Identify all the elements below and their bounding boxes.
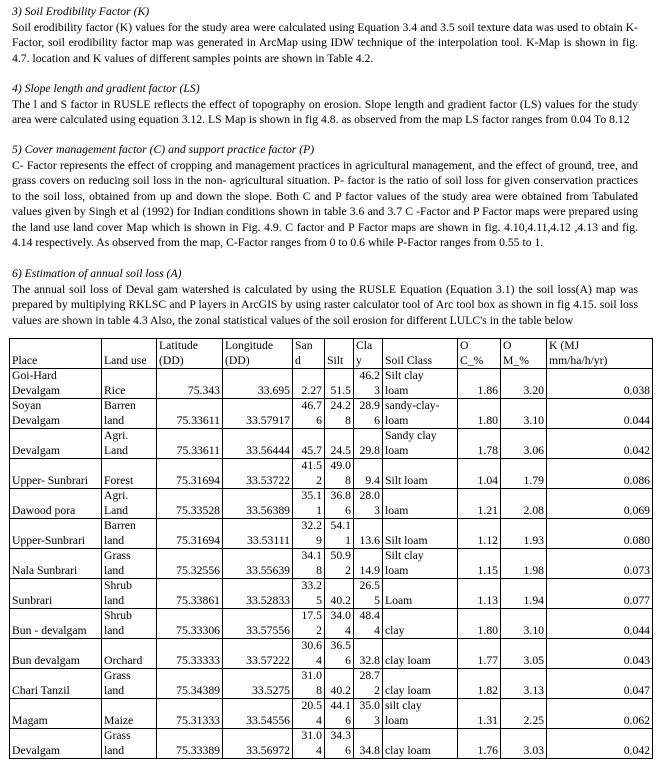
- cell-oc: 1.12: [458, 519, 501, 549]
- cell-k-value: 0.080: [547, 519, 653, 549]
- cell-latitude: 75.343: [157, 369, 223, 399]
- cell-place: Bun devalgam: [10, 639, 102, 669]
- cell-place: Upper- Sunbrari: [10, 459, 102, 489]
- soil-sample-table: [9, 338, 653, 759]
- cell-longitude: 33.53722: [223, 459, 293, 489]
- cell-latitude: 75.31333: [157, 699, 223, 729]
- cell-longitude: 33.56389: [223, 489, 293, 519]
- cell-sand: 45.7: [293, 429, 325, 459]
- cell-om: 1.94: [501, 579, 547, 609]
- cell-silt: 24.5: [325, 429, 354, 459]
- cell-sand: 20.5 4: [293, 699, 325, 729]
- cell-soil-class: Silt loam: [383, 459, 458, 489]
- cell-k-value: 0.043: [547, 639, 653, 669]
- cell-longitude: 33.695: [223, 369, 293, 399]
- cell-k-value: 0.069: [547, 489, 653, 519]
- cell-silt: 51.5: [325, 369, 354, 399]
- section-heading: 6) Estimation of annual soil loss (A): [12, 267, 182, 280]
- cell-clay: 28.0 3: [354, 489, 383, 519]
- cell-latitude: 75.33611: [157, 429, 223, 459]
- cell-land-use: Grass land: [102, 669, 157, 699]
- table-body: [10, 369, 653, 759]
- cell-sand: 32.2 9: [293, 519, 325, 549]
- section-annual-soil-loss: [12, 266, 638, 328]
- cell-longitude: 33.52833: [223, 579, 293, 609]
- cell-k-value: 0.047: [547, 669, 653, 699]
- cell-place: Devalgam: [10, 729, 102, 759]
- cell-clay: 28.7 2: [354, 669, 383, 699]
- cell-sand: 31.0 4: [293, 729, 325, 759]
- cell-oc: 1.21: [458, 489, 501, 519]
- cell-longitude: 33.54556: [223, 699, 293, 729]
- cell-om: 1.93: [501, 519, 547, 549]
- table-row: [10, 399, 653, 429]
- header-land-use: Land use: [102, 339, 157, 369]
- cell-k-value: 0.073: [547, 549, 653, 579]
- cell-k-value: 0.042: [547, 729, 653, 759]
- table-row: [10, 519, 653, 549]
- cell-silt: 24.2 8: [325, 399, 354, 429]
- table-row: [10, 729, 653, 759]
- cell-oc: 1.80: [458, 399, 501, 429]
- table-row: [10, 579, 653, 609]
- cell-om: 3.20: [501, 369, 547, 399]
- cell-silt: 36.5 6: [325, 639, 354, 669]
- header-om: O M_%: [501, 339, 547, 369]
- header-clay: Cla y: [354, 339, 383, 369]
- cell-longitude: 33.57222: [223, 639, 293, 669]
- cell-soil-class: clay loam: [383, 669, 458, 699]
- cell-k-value: 0.062: [547, 699, 653, 729]
- cell-latitude: 75.33389: [157, 729, 223, 759]
- cell-sand: 2.27: [293, 369, 325, 399]
- cell-latitude: 75.33861: [157, 579, 223, 609]
- cell-silt: 40.2: [325, 669, 354, 699]
- cell-soil-class: Silt clay loam: [383, 369, 458, 399]
- cell-silt: 44.1 6: [325, 699, 354, 729]
- cell-longitude: 33.57917: [223, 399, 293, 429]
- cell-clay: 14.9: [354, 549, 383, 579]
- table-row: [10, 609, 653, 639]
- section-cover-management: [12, 142, 638, 251]
- cell-land-use: Agri. Land: [102, 489, 157, 519]
- cell-place: Nala Sunbrari: [10, 549, 102, 579]
- cell-silt: 50.9 2: [325, 549, 354, 579]
- cell-latitude: 75.31694: [157, 459, 223, 489]
- cell-silt: 54.1 1: [325, 519, 354, 549]
- table-row: [10, 489, 653, 519]
- cell-land-use: Maize: [102, 699, 157, 729]
- cell-sand: 33.2 5: [293, 579, 325, 609]
- table-row: [10, 459, 653, 489]
- cell-silt: 49.0 8: [325, 459, 354, 489]
- section-slope-length: [12, 81, 638, 128]
- cell-soil-class: silt clay loam: [383, 699, 458, 729]
- cell-clay: 34.8: [354, 729, 383, 759]
- cell-oc: 1.77: [458, 639, 501, 669]
- cell-oc: 1.15: [458, 549, 501, 579]
- cell-land-use: Shrub land: [102, 609, 157, 639]
- cell-clay: 29.8: [354, 429, 383, 459]
- cell-sand: 34.1 8: [293, 549, 325, 579]
- cell-k-value: 0.086: [547, 459, 653, 489]
- cell-longitude: 33.53111: [223, 519, 293, 549]
- cell-oc: 1.13: [458, 579, 501, 609]
- cell-om: 3.06: [501, 429, 547, 459]
- table-row: [10, 639, 653, 669]
- table-header-row: [10, 339, 653, 369]
- section-paragraph: Soil erodibility factor (K) values for the study area were calculated using Equation 3.4 and 3.5 soil texture data was used to obtain K-Factor, soil erodibility factor map was generated in ArcMap using IDW technique of the interpolation tool. K-Map is shown in fig. 4.7. location and K values of different samples points are shown in Table 4.2.: [12, 20, 638, 65]
- cell-longitude: 33.55639: [223, 549, 293, 579]
- cell-k-value: 0.044: [547, 609, 653, 639]
- cell-sand: 41.5 2: [293, 459, 325, 489]
- header-latitude: Latitude (DD): [157, 339, 223, 369]
- header-longitude: Longitude (DD): [223, 339, 293, 369]
- cell-place: Bun - devalgam: [10, 609, 102, 639]
- cell-sand: 30.6 4: [293, 639, 325, 669]
- cell-soil-class: Loam: [383, 579, 458, 609]
- section-paragraph: The l and S factor in RUSLE reflects the effect of topography on erosion. Slope length and gradient factor (LS) values for the study area were calculated using equation 3.12. LS Map is shown in fig 4.8. as observed from the map LS factor ranges from 0.04 To 8.12: [12, 97, 638, 126]
- cell-silt: 34.0 4: [325, 609, 354, 639]
- table-row: [10, 369, 653, 399]
- cell-k-value: 0.038: [547, 369, 653, 399]
- cell-place: Chari Tanzil: [10, 669, 102, 699]
- cell-latitude: 75.32556: [157, 549, 223, 579]
- cell-soil-class: clay: [383, 609, 458, 639]
- cell-om: 3.10: [501, 609, 547, 639]
- cell-latitude: 75.33528: [157, 489, 223, 519]
- cell-soil-class: loam: [383, 489, 458, 519]
- cell-clay: 28.9 6: [354, 399, 383, 429]
- cell-clay: 13.6: [354, 519, 383, 549]
- cell-clay: 26.5 5: [354, 579, 383, 609]
- cell-om: 3.13: [501, 669, 547, 699]
- table-row: [10, 429, 653, 459]
- cell-oc: 1.80: [458, 609, 501, 639]
- cell-om: 3.10: [501, 399, 547, 429]
- cell-om: 3.03: [501, 729, 547, 759]
- cell-longitude: 33.57556: [223, 609, 293, 639]
- cell-land-use: Forest: [102, 459, 157, 489]
- cell-land-use: Shrub land: [102, 579, 157, 609]
- cell-om: 2.08: [501, 489, 547, 519]
- cell-longitude: 33.56972: [223, 729, 293, 759]
- cell-sand: 46.7 6: [293, 399, 325, 429]
- header-k-value: K (MJ mm/ha/h/yr): [547, 339, 653, 369]
- cell-land-use: Rice: [102, 369, 157, 399]
- cell-sand: 35.1 1: [293, 489, 325, 519]
- cell-silt: 34.3 6: [325, 729, 354, 759]
- cell-soil-class: Silt loam: [383, 519, 458, 549]
- cell-oc: 1.04: [458, 459, 501, 489]
- cell-longitude: 33.5275: [223, 669, 293, 699]
- cell-clay: 46.2 3: [354, 369, 383, 399]
- cell-clay: 48.4 4: [354, 609, 383, 639]
- cell-clay: 9.4: [354, 459, 383, 489]
- table-row: [10, 669, 653, 699]
- cell-latitude: 75.33611: [157, 399, 223, 429]
- cell-oc: 1.82: [458, 669, 501, 699]
- cell-latitude: 75.34389: [157, 669, 223, 699]
- cell-soil-class: Sandy clay loam: [383, 429, 458, 459]
- cell-k-value: 0.044: [547, 399, 653, 429]
- cell-oc: 1.86: [458, 369, 501, 399]
- cell-place: Dawood pora: [10, 489, 102, 519]
- cell-soil-class: Silt clay loam: [383, 549, 458, 579]
- cell-soil-class: clay loam: [383, 729, 458, 759]
- header-place: Place: [10, 339, 102, 369]
- header-soil-class: Soil Class: [383, 339, 458, 369]
- cell-soil-class: clay loam: [383, 639, 458, 669]
- section-heading: 5) Cover management factor (C) and support practice factor (P): [12, 143, 315, 156]
- cell-k-value: 0.077: [547, 579, 653, 609]
- table-row: [10, 699, 653, 729]
- section-paragraph: The annual soil loss of Deval gam watershed is calculated by using the RUSLE Equation (Equation 3.1) the soil loss(A) map was prepared by multiplying RKLSC and P layers in ArcGIS by using raster calculator tool of Arc tool box as shown in fig 4.15. soil loss values are shown in table 4.3 Also, the zonal statistical values of the soil erosion for different LULC's in the table below: [12, 282, 638, 327]
- cell-silt: 36.8 6: [325, 489, 354, 519]
- cell-latitude: 75.31694: [157, 519, 223, 549]
- cell-land-use: Grass land: [102, 549, 157, 579]
- header-oc: O C_%: [458, 339, 501, 369]
- cell-land-use: Orchard: [102, 639, 157, 669]
- cell-land-use: Agri. Land: [102, 429, 157, 459]
- section-paragraph: C- Factor represents the effect of cropping and management practices in agricultural management, and the effect of ground, tree, and grass covers on reducing soil loss in the non- agricultural situation. P- factor is the ratio of soil loss for given conservation practices to the soil loss, obtained from up and down the slope. Both C and P factor values of the study area were obtained from Tabulated values given by Singh et al (1992) for Indian conditions shown in table 3.6 and 3.7 C -Factor and P Factor maps were prepared using the land use land cover Map which is shown in Fig. 4.9. C factor and P Factor maps are shown in fig. 4.10,4.11,4.12 ,4.13 and fig. 4.14 respectively. As observed from the map, C-Factor ranges from 0 to 0.6 while P-Factor ranges from 0.55 to 1.: [12, 158, 638, 249]
- cell-k-value: 0.042: [547, 429, 653, 459]
- cell-land-use: Barren land: [102, 519, 157, 549]
- cell-land-use: Barren land: [102, 399, 157, 429]
- header-sand: San d: [293, 339, 325, 369]
- cell-clay: 35.0 3: [354, 699, 383, 729]
- cell-sand: 31.0 8: [293, 669, 325, 699]
- cell-oc: 1.76: [458, 729, 501, 759]
- cell-clay: 32.8: [354, 639, 383, 669]
- cell-longitude: 33.56444: [223, 429, 293, 459]
- cell-silt: 40.2: [325, 579, 354, 609]
- cell-place: Goi-Hard Devalgam: [10, 369, 102, 399]
- cell-latitude: 75.33306: [157, 609, 223, 639]
- cell-place: Upper-Sunbrari: [10, 519, 102, 549]
- cell-place: Soyan Devalgam: [10, 399, 102, 429]
- cell-om: 2.25: [501, 699, 547, 729]
- table-row: [10, 549, 653, 579]
- section-heading: 4) Slope length and gradient factor (LS): [12, 82, 200, 95]
- cell-place: Magam: [10, 699, 102, 729]
- cell-oc: 1.31: [458, 699, 501, 729]
- section-heading: 3) Soil Erodibility Factor (K): [12, 5, 150, 18]
- cell-place: Devalgam: [10, 429, 102, 459]
- cell-om: 3.05: [501, 639, 547, 669]
- cell-latitude: 75.33333: [157, 639, 223, 669]
- cell-land-use: Grass land: [102, 729, 157, 759]
- cell-soil-class: sandy-clay- loam: [383, 399, 458, 429]
- header-silt: Silt: [325, 339, 354, 369]
- section-soil-erodibility: [12, 4, 638, 66]
- cell-place: Sunbrari: [10, 579, 102, 609]
- cell-oc: 1.78: [458, 429, 501, 459]
- cell-sand: 17.5 2: [293, 609, 325, 639]
- cell-om: 1.98: [501, 549, 547, 579]
- cell-om: 1.79: [501, 459, 547, 489]
